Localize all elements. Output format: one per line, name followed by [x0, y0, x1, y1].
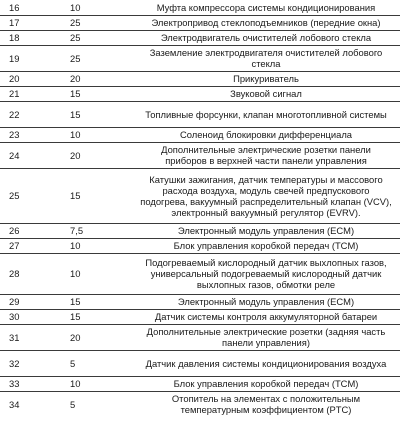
- table-row: [0, 294, 400, 309]
- fuse-number-cell: 34: [0, 391, 64, 417]
- fuse-description-cell: Электронный модуль управления (ECM): [136, 223, 400, 238]
- fuse-number-cell: 25: [0, 168, 64, 223]
- fuse-amperage-cell: 25: [64, 15, 136, 30]
- fuse-number-cell: 32: [0, 350, 64, 376]
- fuse-number-cell: 21: [0, 86, 64, 101]
- fuse-number-cell: 19: [0, 45, 64, 71]
- table-row: [0, 86, 400, 101]
- fuse-amperage-cell: 15: [64, 294, 136, 309]
- fuse-number-cell: 33: [0, 376, 64, 391]
- fuse-number-cell: 28: [0, 253, 64, 294]
- table-row: [0, 309, 400, 324]
- fuse-amperage-cell: 5: [64, 391, 136, 417]
- table-row: [0, 324, 400, 350]
- fuse-description-cell: Электродвигатель очистителей лобового стекла: [136, 30, 400, 45]
- fuse-number-cell: 24: [0, 142, 64, 168]
- fuse-number-cell: 20: [0, 71, 64, 86]
- table-row: [0, 350, 400, 376]
- table-row: [0, 253, 400, 294]
- fuse-number-cell: 26: [0, 223, 64, 238]
- fuse-amperage-cell: 15: [64, 86, 136, 101]
- fuse-amperage-cell: 20: [64, 142, 136, 168]
- fuse-description-cell: Звуковой сигнал: [136, 86, 400, 101]
- table-row: [0, 376, 400, 391]
- fuse-number-cell: 18: [0, 30, 64, 45]
- fuse-number-cell: 23: [0, 127, 64, 142]
- fuse-amperage-cell: 10: [64, 0, 136, 15]
- fuse-number-cell: 29: [0, 294, 64, 309]
- fuse-description-cell: Датчик системы контроля аккумуляторной батареи: [136, 309, 400, 324]
- table-row: [0, 101, 400, 127]
- fuse-amperage-cell: 20: [64, 71, 136, 86]
- fuse-description-cell: Соленоид блокировки дифференциала: [136, 127, 400, 142]
- fuse-amperage-cell: 25: [64, 30, 136, 45]
- fuse-description-cell: Электронный модуль управления (ECM): [136, 294, 400, 309]
- table-row: [0, 30, 400, 45]
- table-row: [0, 71, 400, 86]
- fuse-number-cell: 30: [0, 309, 64, 324]
- fuse-amperage-cell: 15: [64, 101, 136, 127]
- fuse-description-cell: Топливные форсунки, клапан многотопливной системы: [136, 101, 400, 127]
- table-row: [0, 127, 400, 142]
- fuse-amperage-cell: 10: [64, 238, 136, 253]
- fuse-number-cell: 17: [0, 15, 64, 30]
- fuse-amperage-cell: 20: [64, 324, 136, 350]
- fuse-description-cell: Дополнительные электрические розетки панели приборов в верхней части панели управления: [136, 142, 400, 168]
- fuse-description-cell: Подогреваемый кислородный датчик выхлопных газов, универсальный подогреваемый кислородный датчик выхлопных газов, обмотки реле: [136, 253, 400, 294]
- fuse-description-cell: Муфта компрессора системы кондиционирования: [136, 0, 400, 15]
- table-row: [0, 142, 400, 168]
- fuse-amperage-cell: 10: [64, 376, 136, 391]
- fuse-amperage-cell: 10: [64, 127, 136, 142]
- table-row: [0, 238, 400, 253]
- fuse-description-cell: Электропривод стеклоподъемников (передние окна): [136, 15, 400, 30]
- fuse-amperage-cell: 7,5: [64, 223, 136, 238]
- fuse-amperage-cell: 15: [64, 168, 136, 223]
- fuse-number-cell: 22: [0, 101, 64, 127]
- fuse-description-cell: Дополнительные электрические розетки (задняя часть панели управления): [136, 324, 400, 350]
- fuse-amperage-cell: 15: [64, 309, 136, 324]
- table-row: [0, 45, 400, 71]
- fuse-description-cell: Блок управления коробкой передач (TCM): [136, 376, 400, 391]
- table-row: [0, 168, 400, 223]
- table-row: [0, 0, 400, 15]
- fuse-description-cell: Отопитель на элементах с положительным температурным коэффициентом (PTC): [136, 391, 400, 417]
- fuse-amperage-cell: 5: [64, 350, 136, 376]
- table-row: [0, 223, 400, 238]
- fuse-number-cell: 31: [0, 324, 64, 350]
- fuse-description-cell: Блок управления коробкой передач (TCM): [136, 238, 400, 253]
- fuse-number-cell: 27: [0, 238, 64, 253]
- fuse-number-cell: 16: [0, 0, 64, 15]
- fuse-amperage-cell: 10: [64, 253, 136, 294]
- fuse-description-cell: Прикуриватель: [136, 71, 400, 86]
- fuse-description-cell: Катушки зажигания, датчик температуры и массового расхода воздуха, модуль свечей предпускового подогрева, вакуумный распределительный клапан (VCV), электронный вакуумный регулятор (EVRV).: [136, 168, 400, 223]
- fuse-amperage-cell: 25: [64, 45, 136, 71]
- table-row: [0, 391, 400, 417]
- table-row: [0, 15, 400, 30]
- fuse-description-cell: Датчик давления системы кондиционирования воздуха: [136, 350, 400, 376]
- fuse-description-cell: Заземление электродвигателя очистителей лобового стекла: [136, 45, 400, 71]
